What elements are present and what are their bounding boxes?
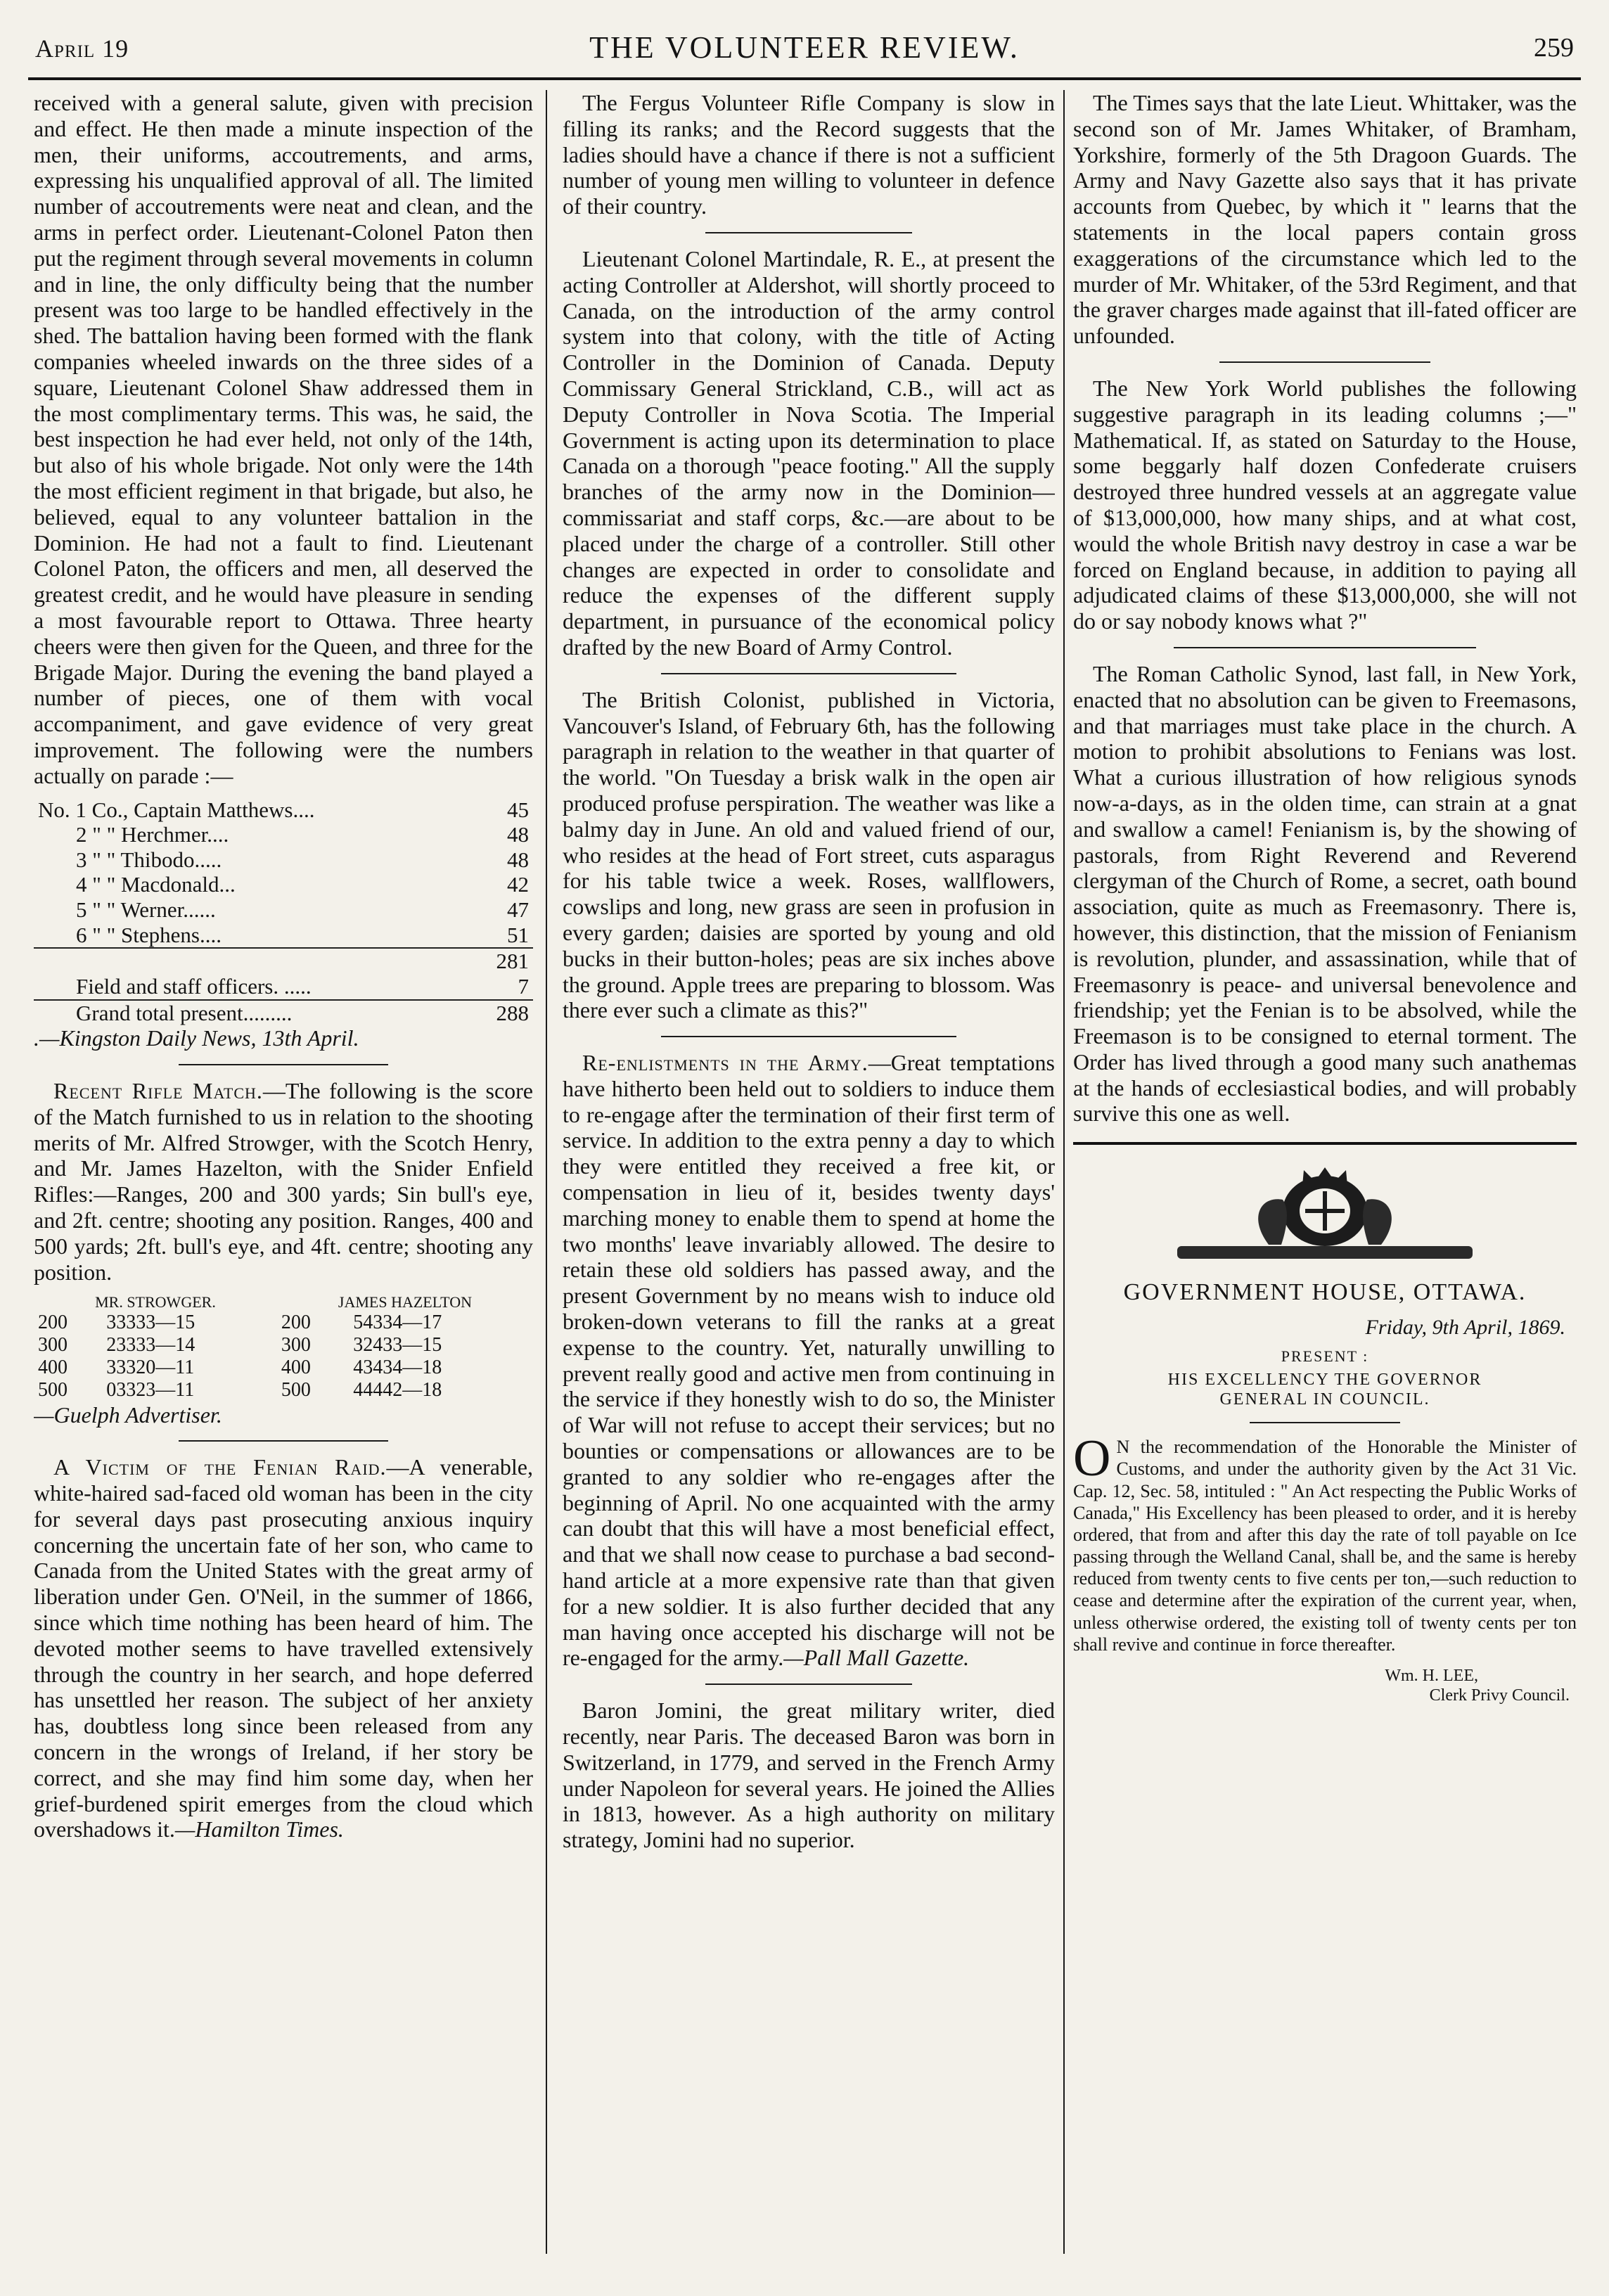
article-paragraph: Baron Jomini, the great military writer, died recently, near Paris. The deceased Baron was born in Switzerland, in 1779, and served in the French Army under Napoleon for several years. He joined the Allies in 1813, however. As a high authority on military strategy, Jomini had no superior. xyxy=(563,1698,1055,1853)
drop-cap: O xyxy=(1073,1430,1111,1488)
divider xyxy=(1174,647,1476,648)
table-row: 300 23333—14 300 32433—15 xyxy=(38,1333,442,1356)
page-header xyxy=(28,21,1581,80)
table-row: 500 03323—11 500 44442—18 xyxy=(38,1379,442,1402)
royal-arms-icon xyxy=(1073,1160,1577,1271)
header-date: April 19 xyxy=(35,34,129,63)
article-heading: A Victim of the Fenian Raid. xyxy=(53,1454,387,1480)
article-heading: Recent Rifle Match. xyxy=(53,1078,263,1104)
divider xyxy=(661,673,956,674)
notice-present: PRESENT : xyxy=(1281,1347,1369,1365)
divider xyxy=(179,1440,388,1442)
divider xyxy=(179,1064,388,1065)
table-header-row: MR. STROWGER. JAMES HAZELTON xyxy=(95,1293,472,1311)
article-heading: Re-enlistments in the Army. xyxy=(582,1050,868,1076)
table-row: 6 " " Stephens.... 51 xyxy=(76,922,529,947)
article-paragraph: Recent Rifle Match.—The following is the score of the Match furnished to us in relation to the shooting merits of Mr. Alfred Strowger, with the Scotch Henry, and Mr. James Hazelton, with the Snider Enfield Rifles:—Ranges, 200 and 300 yards; Sin bull's eye, and 2ft. centre; shooting any position. Ranges, 400 and 500 yards; 2ft. bull's eye, and 4ft. centre; shooting any position. xyxy=(34,1078,533,1285)
table-row: 4 " " Macdonald... 42 xyxy=(76,872,529,897)
source-credit: .—Kingston Daily News, 13th April. xyxy=(34,1025,359,1051)
column-rule xyxy=(1063,90,1065,2254)
table-row: No. 1 Co., Captain Matthews.... 45 xyxy=(38,797,529,822)
subtotal: 281 xyxy=(470,948,533,974)
notice-title: GOVERNMENT HOUSE, OTTAWA. xyxy=(1123,1279,1527,1306)
table-row: 3 " " Thibodo..... 48 xyxy=(76,847,529,872)
notice-council-line: HIS EXCELLENCY THE GOVERNOR xyxy=(1167,1370,1482,1389)
table-row: 400 33320—11 400 43434—18 xyxy=(38,1357,442,1379)
table-row: 5 " " Werner...... 47 xyxy=(76,897,529,923)
column-3 xyxy=(1073,90,1577,2254)
divider xyxy=(661,1036,956,1037)
table-row: Field and staff officers. ..... 7 xyxy=(76,974,529,999)
table-row xyxy=(34,948,533,974)
article-paragraph: received with a general salute, given with precision and effect. He then made a minute inspection of the men, their uniforms, accoutrements, and arms, expressing his unqualified approval of all. The limited number of accoutrements were neat and clean, and the arms in perfect order. Lieutenant-Colonel Paton then put the regiment through several movements in column and in line, the only difficulty being that the number present was too large to be handled effectively in the shed. The battalion having been formed with the flank companies wheeled inwards on the three sides of a square, Lieutenant Colonel Shaw addressed them in the most complimentary terms. This was, he said, the best inspection he had ever held, not only of the 14th, but also of his whole brigade. Not only were the 14th the most efficient regiment in that brigade, but also, he believed, equal to any volunteer battalion in the Dominion. He had not a fault to find. Lieutenant Colonel Paton, the officers and men, all deserved the greatest credit, and he would have pleasure in sending a most favourable report to Ottawa. Three hearty cheers were then given for the Queen, and three for the Brigade Major. During the evening the band played a number of pieces, one of them with vocal accompaniment, and gave evidence of very great improvement. The following were the numbers actually on parade :— xyxy=(34,90,533,788)
column-rule xyxy=(546,90,547,2254)
source-credit: —Pall Mall Gazette. xyxy=(783,1645,970,1671)
table-row: 2 " " Herchmer.... 48 xyxy=(76,822,529,847)
article-paragraph: The British Colonist, published in Victoria, Vancouver's Island, of February 6th, has the following paragraph in relation to the weather in that quarter of the world. "On Tuesday a brisk walk in the open air produced profuse perspiration. The weather was like a balmy day in June. An old and valued friend of our, who resides at the head of Fort street, cuts asparagus for his table twice a week. Roses, wallflowers, cowslips and long, new grass are seen in profusion in every garden; daisies are sported by young and old bucks in their button-holes; peas are six inches above the ground. Apple trees are preparing to blossom. Was there ever such a climate as this?" xyxy=(563,686,1055,1023)
table-row: Grand total present......... 288 xyxy=(34,1000,533,1026)
article-paragraph: The New York World publishes the following suggestive paragraph in its leading columns ;—" Mathematical. If, as stated on Saturday to the House, some beggarly half dozen Confederate cruisers destroyed three hundred vessels at an aggregate value of $13,000,000, how many ships, and at what cost, would the whole British navy destroy in case a war be forced on England because, in addition to paying all adjudicated claims of these $13,000,000, she will not do or say nobody knows what ?" xyxy=(1073,375,1577,634)
notice-body: O N the recommendation of the Honorable the Minister of Customs, and under the authority given by the Act 31 Vic. Cap. 12, Sec. 58, intituled : " An Act respecting the Public Works of Canada," His Excellency has been pleased to order, and it is hereby ordered, that from and after this day the rate of toll payable on Ice passing through the Welland Canal, shall be, and the same is hereby reduced from twenty cents to five cents per ton,—such reduction to cease and determine after the expiration of the current year, when, unless otherwise ordered, the existing toll of twenty cents per ton shall revive and continue in force thereafter. xyxy=(1073,1430,1577,1655)
divider xyxy=(1219,361,1431,363)
column-1 xyxy=(34,90,533,2254)
article-paragraph: Re-enlistments in the Army.—Great temptations have hitherto been held out to soldiers to induce them to re-engage after the termination of their first term of service. In addition to the extra penny a day to which they were entitled they received a free kit, or compensation in lieu of it, besides twenty days' marching money to enable them to spend at home the two months' leave invariably allowed. The desire to retain these old soldiers has passed away, and the present Government by no means wish to induce old broken-down veterans to fill the ranks at a great expense to the country. Yet, naturally unwilling to prevent really good and active men from continuing in the service if they honestly wish to do so, the Minister of War will not refuse to accept their services; but no bounties or compensations or allowances are to be granted to any soldier who re-engages after the beginning of April. No one acquainted with the army can doubt that this will have a most beneficial effect, and that we shall now cease to purchase a bad second-hand article at a more expensive rate than that given for a new soldier. It is also further decided that any man having once accepted his discharge will not be re-engaged for the army.—Pall Mall Gazette. xyxy=(563,1050,1055,1671)
source-credit: —Guelph Advertiser. xyxy=(34,1402,222,1428)
article-paragraph: Lieutenant Colonel Martindale, R. E., at present the acting Controller at Aldershot, will shortly proceed to Canada, on the introduction of the army control system into that colony, with the title of Acting Controller in the Dominion of Canada. Deputy Commissary General Strickland, C.B., will act as Deputy Controller in Nova Scotia. The Imperial Government is acting upon its determination to place Canada on a thorough "peace footing." All the supply branches of the army now in the Dominion—commissariat and staff corps, &c.—are about to be placed under the charge of a controller. Still other changes are expected in order to consolidate and reduce the expenses of the different supply department, in pursuance of the economical policy drafted by the new Board of Army Control. xyxy=(563,245,1055,660)
divider xyxy=(705,1683,912,1685)
notice-date: Friday, 9th April, 1869. xyxy=(1365,1316,1565,1340)
article-paragraph: The Times says that the late Lieut. Whittaker, was the second son of Mr. James Whitaker, of Bramham, Yorkshire, formerly of the 5th Dragoon Guards. The Army and Navy Gazette also says that it has private accounts from Quebec, by which it " learns that the statements in the local papers contain gross exaggerations of the circumstance which led to the murder of Mr. Whitaker, of the 53rd Regiment, and that the graver charges made against that ill-fated officer are unfounded. xyxy=(1073,90,1577,349)
signature-title: Clerk Privy Council. xyxy=(1429,1686,1570,1705)
header-page-number: 259 xyxy=(1534,33,1574,63)
signature-name: Wm. H. LEE, xyxy=(1385,1667,1478,1686)
notice-divider xyxy=(1073,1142,1577,1145)
notice-council-line: GENERAL IN COUNCIL. xyxy=(1219,1390,1430,1409)
source-credit: —Hamilton Times. xyxy=(174,1816,344,1842)
article-paragraph: A Victim of the Fenian Raid.—A venerable, white-haired sad-faced old woman has been in the city for several days past prosecuting anxious inquiry concerning the uncertain fate of her son, who came to Canada from the United States with the great army of liberation under Gen. O'Neil, in the summer of 1866, since which time nothing has been heard of him. The devoted mother seems to have travelled extensively through the country in her search, and hope deferred has unsettled her reason. The subject of her anxiety has, doubtless long since been released from any concern in the wrongs of Ireland, if her story be correct, and she may find him some day, when her grief-burdened spirit emerges from the cloud which overshadows it.—Hamilton Times. xyxy=(34,1454,533,1842)
column-2 xyxy=(563,90,1055,2254)
table-row: 200 33333—15 200 54334—17 xyxy=(38,1311,442,1333)
score-table xyxy=(34,1293,533,1402)
article-paragraph: The Fergus Volunteer Rifle Company is slow in filling its ranks; and the Record suggests that the ladies should have a chance if there is not a sufficient number of young men willing to volunteer in defence of their country. xyxy=(563,90,1055,219)
divider xyxy=(705,232,912,233)
article-paragraph: The Roman Catholic Synod, last fall, in New York, enacted that no absolution can be given to Freemasons, and that marriages must take place in the church. A motion to prohibit absolutions to Fenians was lost. What a curious illustration of how religious synods now-a-days, as in the olden time, can strain at a gnat and swallow a camel! Fenianism is, by the showing of pastorals, from Right Reverend and Reverend clergyman of the Church of Rome, a secret, oath bound association, quite as much as Freemasonry. There is, however, this distinction, that the mission of Fenianism is revolution, plunder, and assassination, while that of Freemasonry is peace- and universal benevolence and friendship; yet the Fenian is to be absolved, while the Freemason is to be consigned to eternal torment. The Order has lived through a good many such anathemas at the hands of ecclesiastical bodies, and will probably survive this one as well. xyxy=(1073,660,1577,1127)
grand-total: 288 xyxy=(470,1000,533,1026)
divider xyxy=(1250,1422,1401,1423)
parade-table xyxy=(34,797,533,1026)
header-title: THE VOLUNTEER REVIEW. xyxy=(589,30,1020,65)
